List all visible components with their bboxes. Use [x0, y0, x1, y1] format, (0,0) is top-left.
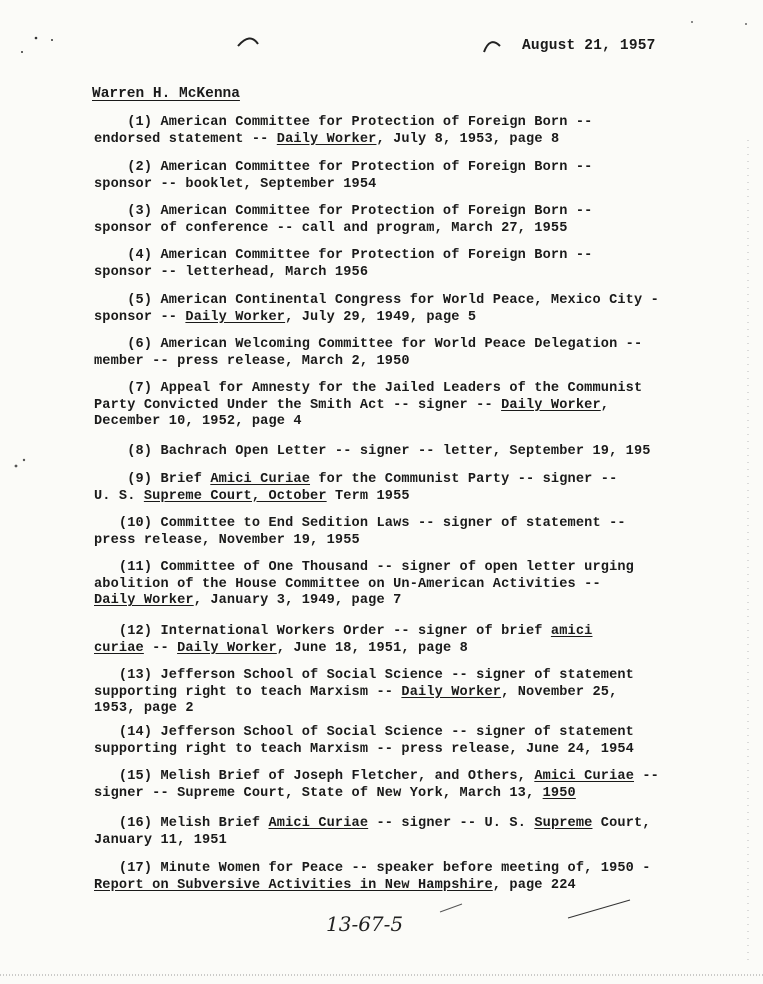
entry-item [94, 861, 714, 894]
entry-item [94, 337, 714, 370]
entry-line [94, 444, 714, 461]
entry-item [94, 816, 714, 849]
entry-text: (10) Committee to End Sedition Laws -- signer of statement -- [94, 516, 626, 531]
entry-text: sponsor -- letterhead, March 1956 [94, 264, 369, 280]
entry-line [94, 160, 714, 177]
entry-text: (5) American Continental Congress for World Peace, Mexico City - [94, 293, 659, 308]
entry-text: endorsed statement -- [94, 131, 277, 147]
entry-text: (13) Jefferson School of Social Science -- signer of statement [94, 668, 634, 683]
entry-line [94, 701, 714, 718]
entry-text: (14) Jefferson School of Social Science -- signer of statement [94, 725, 634, 740]
entry-line [94, 381, 714, 398]
entry-line [94, 685, 714, 702]
entry-text: (4) American Committee for Protection of Foreign Born -- [94, 248, 593, 263]
entry-item [94, 624, 714, 657]
entry-text: , page 224 [492, 877, 576, 893]
entry-text: Court, [592, 816, 651, 831]
entry-line [94, 414, 714, 431]
underlined-text: Daily Worker [177, 640, 277, 656]
entry-text: (11) Committee of One Thousand -- signer of open letter urging [94, 560, 634, 575]
entry-text: , July 29, 1949, page 5 [285, 309, 477, 325]
entry-text: (2) American Committee for Protection of Foreign Born -- [94, 160, 593, 175]
underlined-text: Daily Worker [501, 397, 601, 413]
entry-item [94, 560, 714, 610]
entry-text: -- [634, 769, 659, 784]
entry-line [94, 769, 714, 786]
underlined-text: Amici Curiae [534, 769, 635, 784]
underlined-text: amici [550, 624, 593, 639]
handwritten-file-number: 13-67-5 [326, 912, 404, 936]
entry-line [94, 742, 714, 759]
entry-text: Term 1955 [326, 488, 410, 504]
entry-text: (16) Melish Brief [94, 816, 269, 831]
entry-text: sponsor -- [94, 309, 186, 325]
entry-line [94, 248, 714, 265]
entry-text: (6) American Welcoming Committee for World Peace Delegation -- [94, 337, 643, 352]
entry-line [94, 472, 714, 489]
underlined-text: Amici Curiae [210, 472, 311, 487]
underlined-text: 1950 [542, 785, 576, 801]
document-date: August 21, 1957 [522, 38, 656, 54]
entry-text: sponsor -- booklet, September 1954 [94, 176, 377, 192]
entry-text: abolition of the House Committee on Un-American Activities -- [94, 576, 601, 592]
entry-text: 1953, page 2 [94, 701, 194, 716]
entry-text: January 11, 1951 [94, 832, 227, 848]
underlined-text: Report on Subversive Activities in New Hampshire [94, 877, 493, 893]
entry-text: -- [143, 640, 178, 656]
entry-text: , [600, 397, 610, 413]
entry-item [94, 204, 714, 237]
entry-line [94, 177, 714, 194]
entry-line [94, 310, 714, 327]
entry-line [94, 786, 714, 803]
underlined-text: Amici Curiae [268, 816, 369, 831]
entry-line [94, 833, 714, 850]
entry-text: signer -- Supreme Court, State of New York, March 13, [94, 785, 543, 801]
entry-line [94, 293, 714, 310]
entry-text: (15) Melish Brief of Joseph Fletcher, and Others, [94, 769, 535, 784]
entry-text: (1) American Committee for Protection of Foreign Born -- [94, 115, 593, 130]
underlined-text: Supreme Court, October [143, 488, 327, 504]
underlined-text: curiae [94, 640, 144, 656]
entry-text: , June 18, 1951, page 8 [276, 640, 468, 656]
entry-item [94, 668, 714, 718]
entry-text: -- signer -- U. S. [368, 816, 535, 831]
entry-text: U. S. [94, 488, 144, 504]
entry-text: (12) International Workers Order -- signer of brief [94, 624, 551, 639]
entry-line [94, 816, 714, 833]
underlined-text: Daily Worker [185, 309, 286, 325]
entry-text: Party Convicted Under the Smith Act -- signer -- [94, 397, 502, 413]
entry-line [94, 725, 714, 742]
entry-line [94, 115, 714, 132]
entry-line [94, 878, 714, 895]
entry-text: (17) Minute Women for Peace -- speaker before meeting of, 1950 - [94, 861, 651, 876]
entry-text: , January 3, 1949, page 7 [193, 593, 402, 608]
entry-line [94, 593, 714, 610]
entry-item [94, 381, 714, 431]
entry-text: sponsor of conference -- call and program, March 27, 1955 [94, 220, 568, 236]
entry-line [94, 204, 714, 221]
entry-text: for the Communist Party -- signer -- [310, 472, 618, 487]
entry-item [94, 444, 714, 461]
entry-line [94, 516, 714, 533]
underlined-text: Supreme [534, 816, 593, 831]
entry-line [94, 265, 714, 282]
entry-text: supporting right to teach Marxism -- [94, 684, 402, 700]
entry-line [94, 337, 714, 354]
subject-name: Warren H. McKenna [92, 86, 240, 102]
entry-item [94, 725, 714, 758]
underlined-text: Daily Worker [401, 684, 502, 700]
entry-line [94, 861, 714, 878]
entry-text: December 10, 1952, page 4 [94, 414, 302, 429]
entry-item [94, 516, 714, 549]
entry-text: , July 8, 1953, page 8 [376, 131, 560, 147]
entry-item [94, 293, 714, 326]
entry-text: (3) American Committee for Protection of Foreign Born -- [94, 204, 593, 219]
entry-line [94, 668, 714, 685]
entry-item [94, 769, 714, 802]
entry-item [94, 472, 714, 505]
entry-text: , November 25, [501, 684, 618, 700]
entry-item [94, 248, 714, 281]
entry-line [94, 560, 714, 577]
entry-line [94, 577, 714, 594]
entry-line [94, 398, 714, 415]
entry-line [94, 533, 714, 550]
entry-line [94, 624, 714, 641]
entry-text: (8) Bachrach Open Letter -- signer -- letter, September 19, 195 [94, 444, 651, 459]
entry-line [94, 489, 714, 506]
entry-text: (9) Brief [94, 472, 211, 487]
entry-line [94, 221, 714, 238]
underlined-text: Daily Worker [94, 593, 194, 608]
entry-text: (7) Appeal for Amnesty for the Jailed Leaders of the Communist [94, 381, 643, 396]
entry-text: supporting right to teach Marxism -- press release, June 24, 1954 [94, 741, 634, 757]
entry-line [94, 354, 714, 371]
entry-line [94, 641, 714, 658]
underlined-text: Daily Worker [276, 131, 377, 147]
entry-line [94, 132, 714, 149]
entry-text: member -- press release, March 2, 1950 [94, 353, 410, 369]
entry-item [94, 115, 714, 148]
entry-item [94, 160, 714, 193]
entry-text: press release, November 19, 1955 [94, 532, 360, 548]
